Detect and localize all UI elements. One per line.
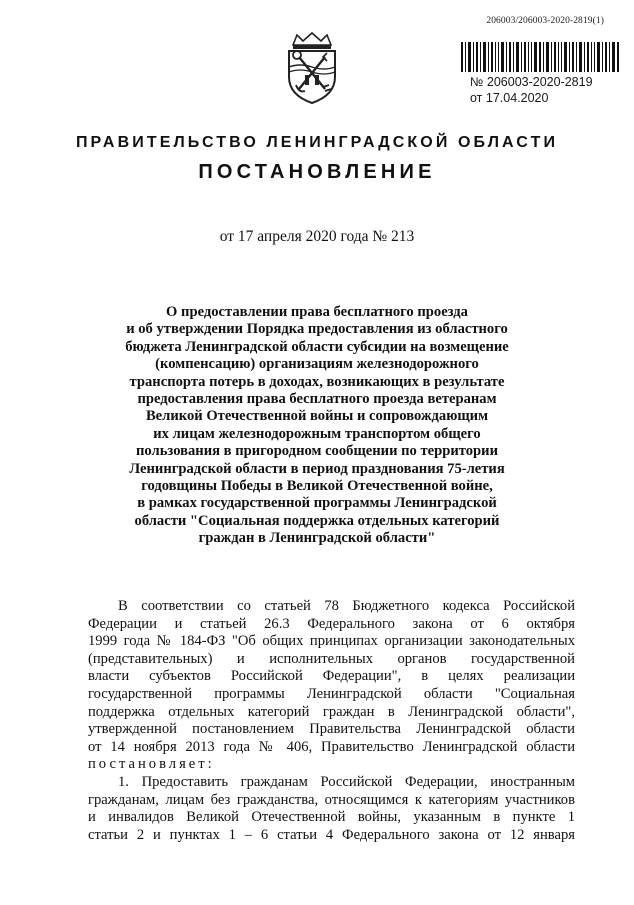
registration-stamp xyxy=(470,74,593,106)
title-line: годовщины Победы в Великой Отечественной войне, xyxy=(141,478,493,495)
document-body xyxy=(88,598,575,844)
body-line: утвержденной постановлением Правительства Ленинградской области xyxy=(88,721,575,738)
title-line: О предоставлении права бесплатного проезда xyxy=(166,304,468,320)
body-line: В соответствии со статьей 78 Бюджетного кодекса Российской xyxy=(118,598,575,614)
body-line: поддержка отдельных категорий граждан в Ленинградской области", xyxy=(88,703,575,720)
registration-code: 206003/206003-2020-2819(1) xyxy=(486,16,604,26)
body-line: от 14 ноября 2013 года № 406, Правительство Ленинградской области xyxy=(88,738,575,755)
document-type: ПОСТАНОВЛЕНИЕ xyxy=(198,161,436,183)
body-line: гражданам, лицам без гражданства, относящимся к категориям участников xyxy=(88,791,575,808)
title-line: предоставления права бесплатного проезда ветеранам xyxy=(137,391,497,408)
barcode-icon xyxy=(461,42,619,72)
title-line: бюджета Ленинградской области субсидии на возмещение xyxy=(125,338,509,355)
title-line: и об утверждении Порядка предоставления из областного xyxy=(126,321,508,338)
title-line: их лицам железнодорожным транспортом общего xyxy=(153,425,481,442)
government-name: ПРАВИТЕЛЬСТВО ЛЕНИНГРАДСКОЙ ОБЛАСТИ xyxy=(75,134,559,151)
document-date: от 17 апреля 2020 года № 213 xyxy=(219,228,415,245)
coat-of-arms-icon xyxy=(283,31,341,105)
title-line: пользования в пригородном сообщении по территории xyxy=(136,443,498,460)
body-line: Федерации и статьей 26.3 Федерального закона от 6 октября xyxy=(88,615,575,632)
body-line: государственной программы Ленинградской области "Социальная xyxy=(88,685,575,702)
body-line: власти субъектов Российской Федерации", в целях реализации xyxy=(88,668,575,685)
title-line: области "Социальная поддержка отдельных категорий xyxy=(134,512,500,529)
title-line: транспорта потерь в доходах, возникающих в результате xyxy=(129,373,505,390)
body-line: (представительных) и исполнительных органов государственной xyxy=(88,650,575,667)
registration-date: от 17.04.2020 xyxy=(470,91,549,105)
document-title xyxy=(100,304,534,548)
body-line: и инвалидов Великой Отечественной войны, указанным в пункте 1 xyxy=(88,809,575,826)
title-line: Ленинградской области в период празднования 75-летия xyxy=(129,460,505,477)
registration-number: № 206003-2020-2819 xyxy=(470,75,593,89)
body-line: 1999 года № 184-ФЗ "Об общих принципах организации законодательных xyxy=(88,633,575,650)
title-line: граждан в Ленинградской области" xyxy=(198,530,436,547)
title-line: Великой Отечественной войны и сопровождающим xyxy=(145,408,489,425)
title-line: (компенсацию) организациям железнодорожного xyxy=(155,356,479,373)
body-line: статьи 2 и пунктах 1 – 6 статьи 4 Федерального закона от 12 января xyxy=(88,826,575,843)
body-line: 1. Предоставить гражданам Российской Федерации, иностранным xyxy=(118,773,575,790)
body-line-resolves: постановляет: xyxy=(88,756,215,773)
title-line: в рамках государственной программы Ленинградской xyxy=(137,495,497,512)
